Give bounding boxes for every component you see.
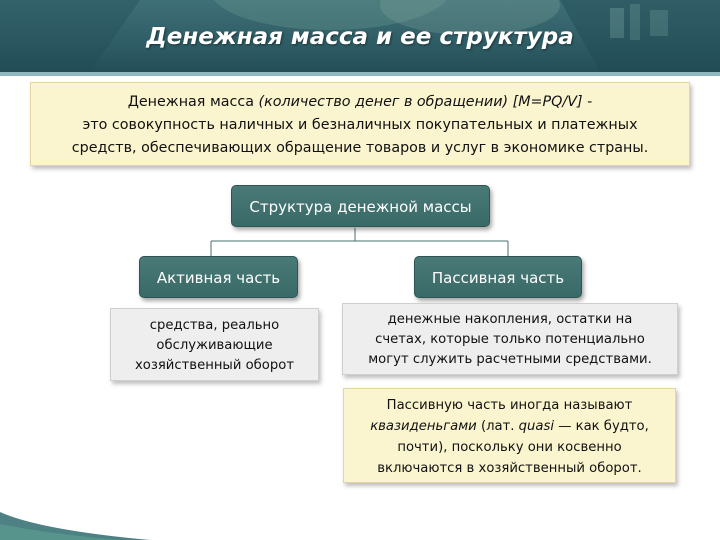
note-text: (лат. <box>476 419 519 434</box>
active-desc-line: хозяйственный оборот <box>134 358 295 373</box>
note-line-3: почти), поскольку они косвенно <box>397 440 622 455</box>
note-term-quasi: quasi <box>518 419 555 434</box>
passive-part-node <box>414 256 582 298</box>
passive-desc-line: счетах, которые только потенциально <box>375 332 645 347</box>
active-desc-line: средства, реально <box>149 318 280 333</box>
note-line-1: Пассивную часть иногда называют <box>386 398 633 413</box>
definition-box <box>30 82 690 166</box>
root-node-label: Структура денежной массы <box>249 198 472 216</box>
banner-divider <box>0 72 720 76</box>
title-banner <box>0 0 720 72</box>
active-desc-line: обслуживающие <box>156 338 273 353</box>
active-part-label: Активная часть <box>156 269 281 287</box>
active-part-node <box>139 256 298 298</box>
definition-line-1 <box>31 91 689 114</box>
definition-dash: - <box>582 94 593 110</box>
definition-line-2: это совокупность наличных и безналичных покупательных и платежных <box>82 117 638 133</box>
definition-parenthetical: (количество денег в обращении) [M=PQ/V] <box>258 94 583 110</box>
passive-desc-line: могут служить расчетными средствами. <box>368 352 652 367</box>
passive-desc-line: денежные накопления, остатки на <box>387 312 633 327</box>
definition-line-3: средств, обеспечивающих обращение товаров и услуг в экономике страны. <box>71 140 649 156</box>
active-part-description <box>110 308 319 381</box>
page-title: Денежная масса и ее структура <box>146 24 574 50</box>
note-line-4: включаются в хозяйственный оборот. <box>377 461 642 476</box>
root-node <box>231 185 490 227</box>
passive-part-label: Пассивная часть <box>431 269 565 287</box>
passive-part-description <box>342 303 678 375</box>
definition-term: Денежная масса <box>127 94 254 110</box>
quasi-money-note <box>343 388 676 483</box>
note-line-2 <box>344 416 675 437</box>
note-term-quasi-money: квазиденьгами <box>370 419 477 434</box>
note-text: — как будто, <box>554 419 649 434</box>
corner-decoration <box>0 500 150 540</box>
